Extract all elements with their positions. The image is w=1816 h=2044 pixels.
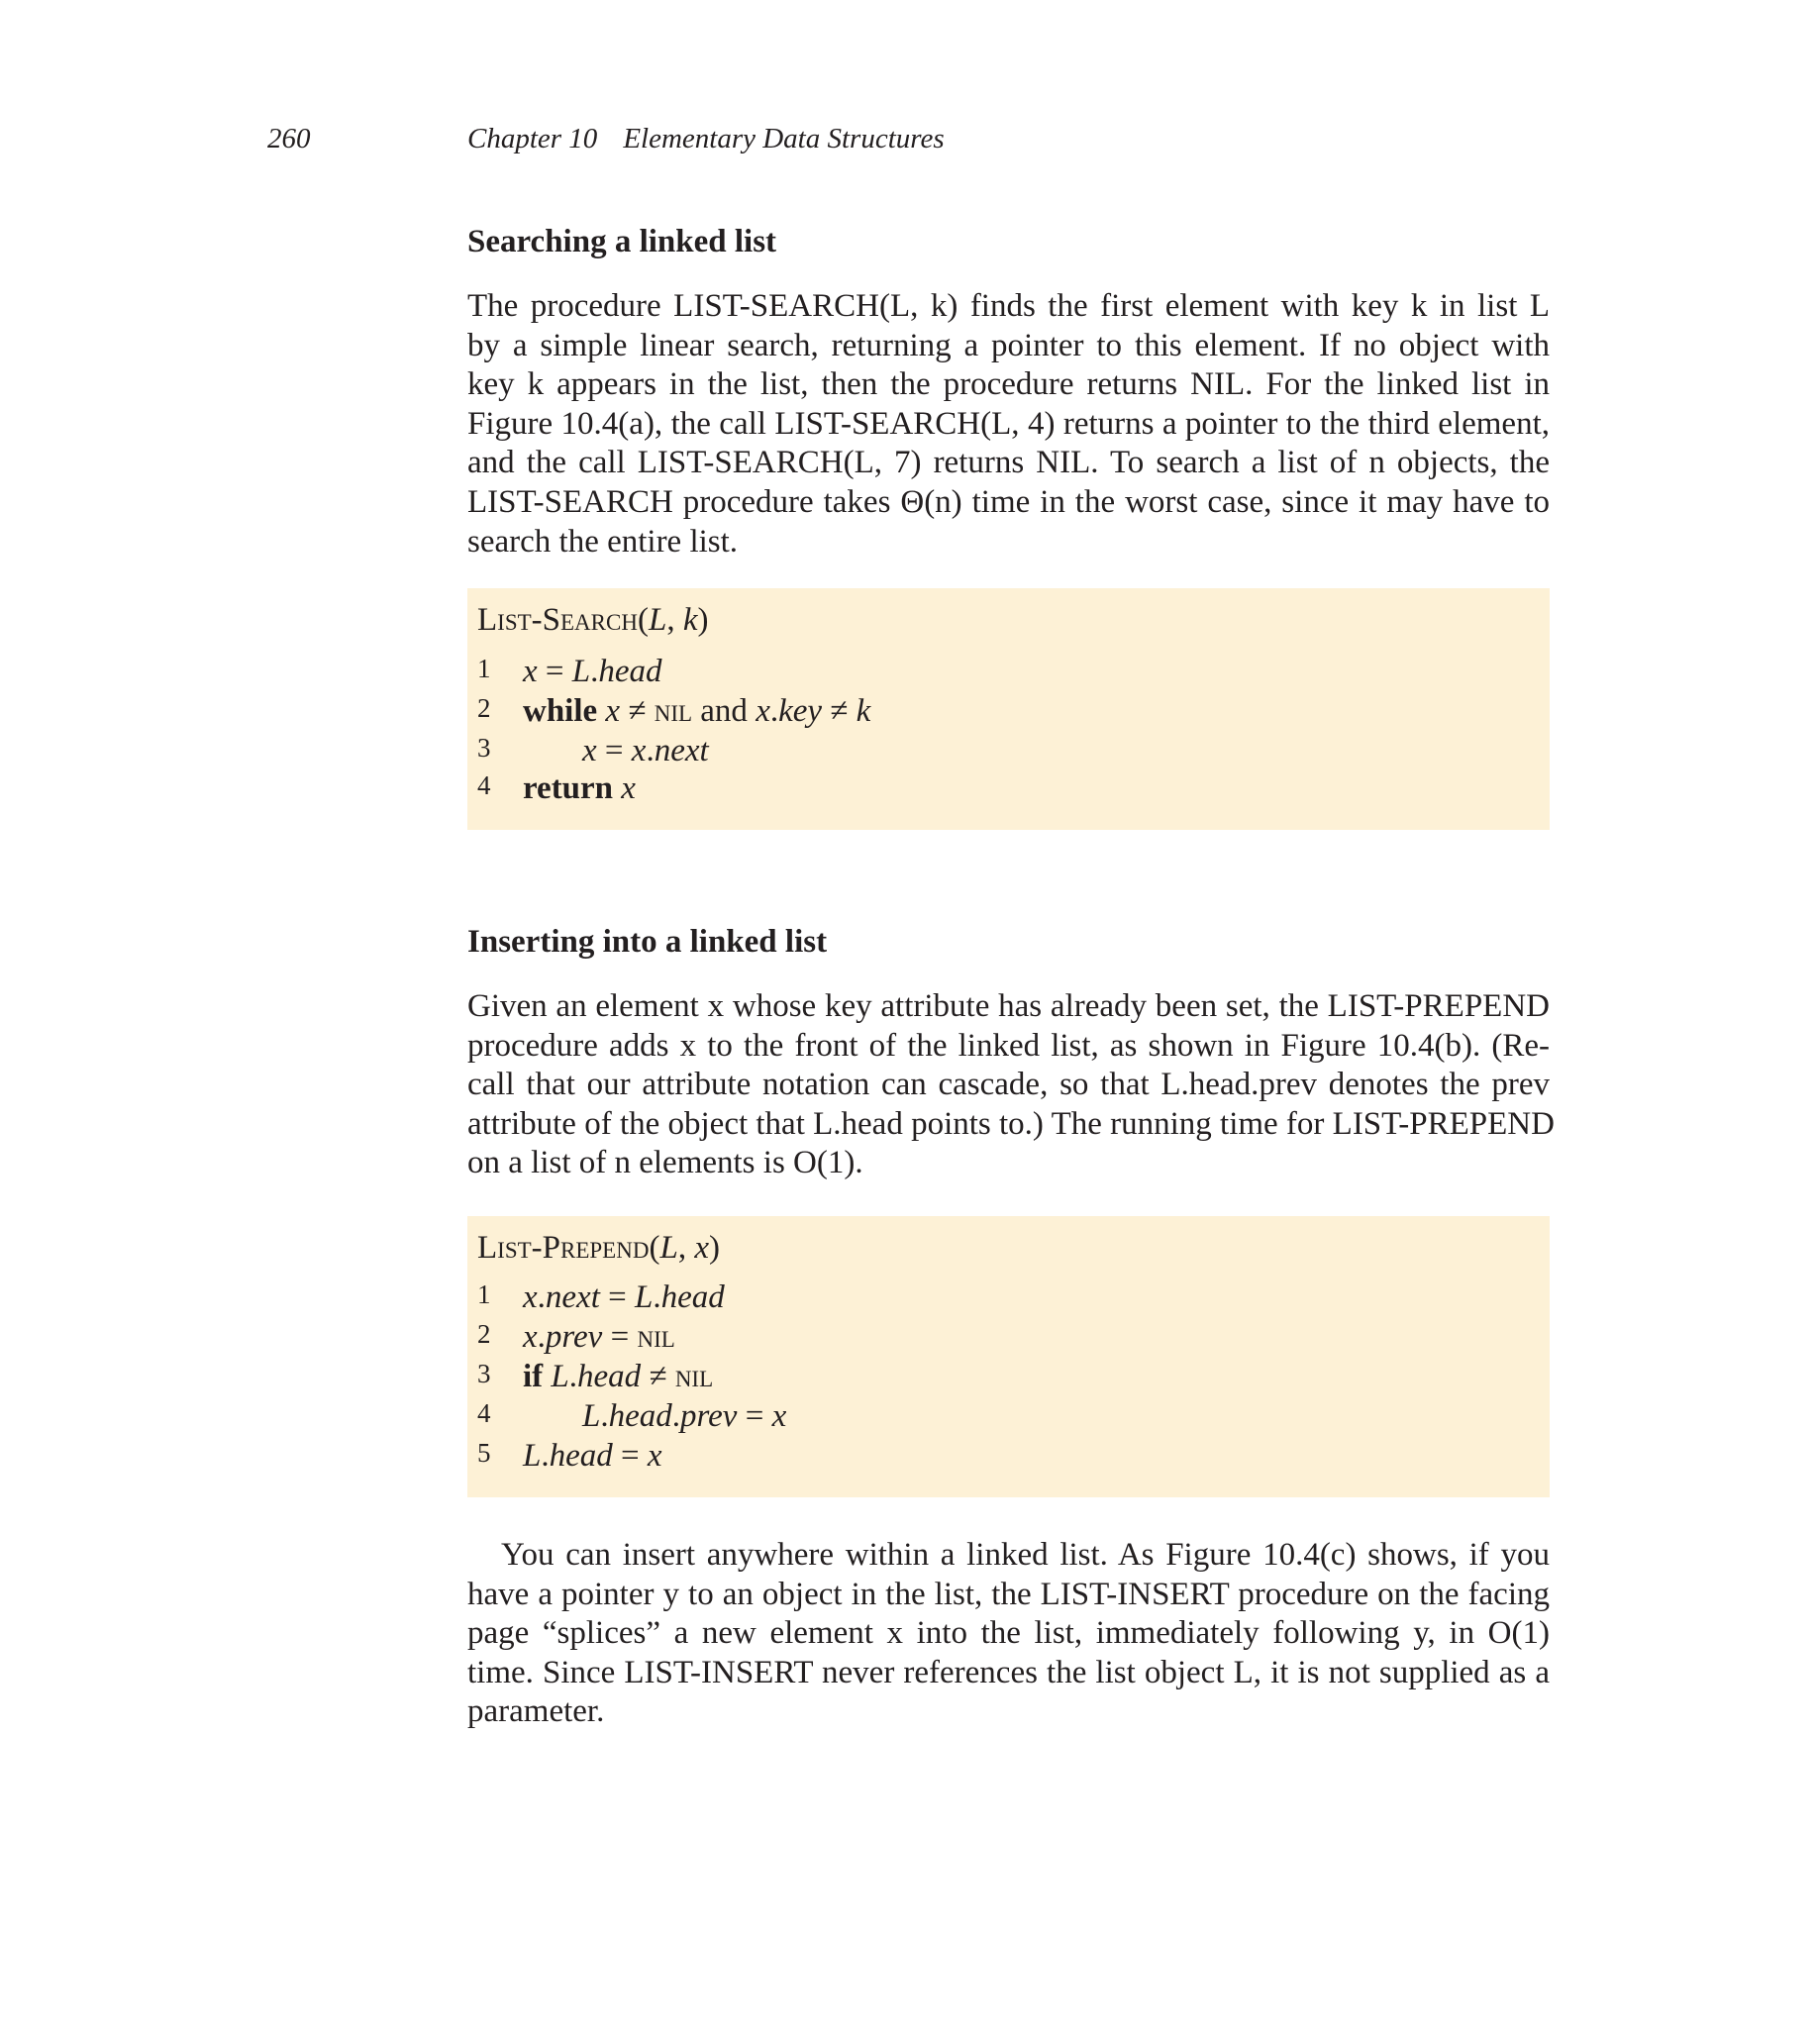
section-searching	[467, 222, 1550, 261]
section-heading: Searching a linked list	[467, 224, 777, 259]
paragraph-body	[467, 987, 1555, 1183]
chapter-title: Elementary Data Structures	[623, 123, 945, 154]
section-inserting	[467, 922, 1550, 962]
section-heading: Inserting into a linked list	[467, 924, 828, 960]
text-line: have a pointer y to an object in the list, the LIST-INSERT procedure on the facing	[467, 1576, 1550, 1612]
text-line: Given an element x whose key attribute has already been set, the LIST-PREPEND	[467, 988, 1550, 1024]
code-header: List-Search(L, k)	[477, 602, 709, 638]
text-line: on a list of n elements is O(1).	[467, 1145, 863, 1181]
text-line: page “splices” a new element x into the list, immediately following y, in O(1)	[467, 1615, 1550, 1652]
text-line: call that our attribute notation can cascade, so that L.head.prev denotes the prev	[467, 1067, 1550, 1103]
text-line: key k appears in the list, then the procedure returns NIL. For the linked list in	[467, 366, 1550, 403]
code-header: List-Prepend(L, x)	[477, 1230, 720, 1266]
text-line: Figure 10.4(a), the call LIST-SEARCH(L, 4) returns a pointer to the third element,	[467, 405, 1550, 442]
paragraph-body	[467, 1536, 1550, 1732]
code-block-list-search: List-Search(L, k) 1 x = L.head 2 while x ≠ nil and x.key ≠ k 3 x = x.next 4 return x	[467, 588, 1550, 830]
paragraph-body	[467, 287, 1550, 562]
running-head	[467, 123, 945, 155]
chapter-label: Chapter 10	[467, 123, 598, 154]
text-line: search the entire list.	[467, 523, 739, 560]
text-line: attribute of the object that L.head points to.) The running time for LIST-PREPEND	[467, 1105, 1555, 1142]
code-block-list-prepend: List-Prepend(L, x) 1 x.next = L.head 2 x.prev = nil 3 if L.head ≠ nil 4 L.head.prev = x 5 L.head = x	[467, 1216, 1550, 1497]
text-line: The procedure LIST-SEARCH(L, k) finds the first element with key k in list L	[467, 288, 1550, 324]
text-line: by a simple linear search, returning a pointer to this element. If no object with	[467, 327, 1550, 363]
text-line: procedure adds x to the front of the linked list, as shown in Figure 10.4(b). (Re-	[467, 1027, 1550, 1064]
text-line: and the call LIST-SEARCH(L, 7) returns NIL. To search a list of n objects, the	[467, 445, 1550, 481]
text-line: LIST-SEARCH procedure takes Θ(n) time in the worst case, since it may have to	[467, 483, 1550, 520]
page-number: 260	[267, 123, 311, 154]
paragraph-prepend	[467, 987, 1555, 1183]
text-line: You can insert anywhere within a linked list. As Figure 10.4(c) shows, if you	[501, 1537, 1550, 1573]
text-line: parameter.	[467, 1693, 605, 1730]
paragraph-insert	[467, 1536, 1550, 1732]
paragraph-search	[467, 287, 1550, 562]
text-line: time. Since LIST-INSERT never references the list object L, it is not supplied as a	[467, 1654, 1550, 1690]
